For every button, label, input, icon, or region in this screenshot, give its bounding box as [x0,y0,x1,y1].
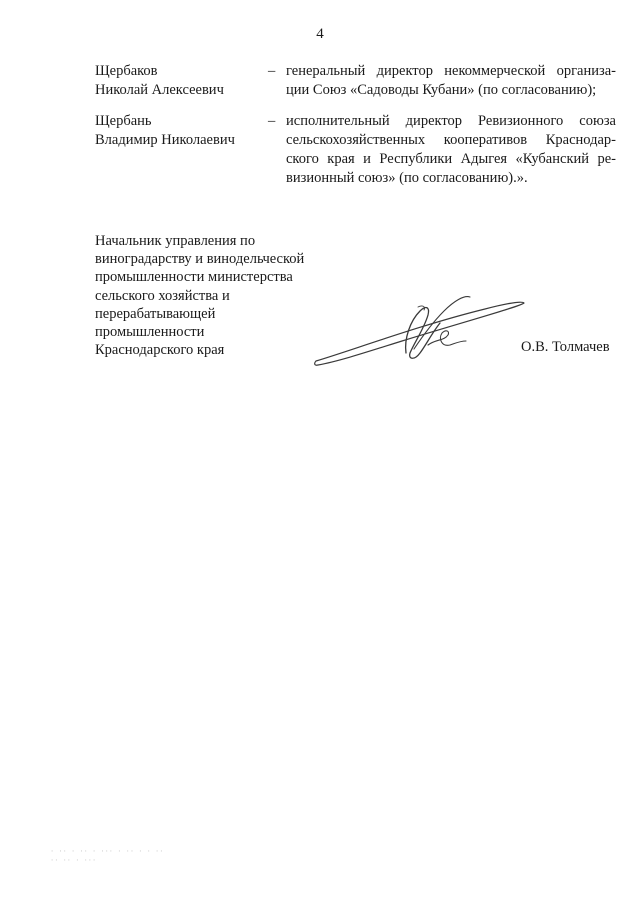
member-role-line: сельскохозяйственных кооперативов Краснодар- [286,132,616,148]
member-surname: Щербаков [95,63,158,79]
member-role-line: визионный союз» (по согласованию).». [286,170,528,186]
member-name [95,62,265,100]
member-given-names: Николай Алексеевич [95,82,224,98]
member-role-line: генеральный директор некоммерческой организа- [286,63,616,79]
faint-footer-stamp: · ·· · ·· · ··· · ·· · · ·· ·· ·· · ··· [50,848,164,865]
member-surname: Щербань [95,113,152,129]
member-role-line: ции Союз «Садоводы Кубани» (по согласованию); [286,82,597,98]
member-role-line: ского края и Республики Адыгея «Кубанский ре- [286,151,616,167]
member-name [95,112,265,150]
member-dash: – [268,113,276,129]
signatory-title [95,232,304,359]
signatory-title-line: промышленности [95,324,205,341]
signatory-title-line: сельского хозяйства и [95,287,230,304]
signatory-title-line: виноградарству и винодельческой [95,251,305,268]
signatory-title-line: Начальник управления по [95,233,256,249]
signatory-name: О.В. Толмачев [521,339,610,355]
page-number: 4 [316,26,324,42]
signatory-title-line: Краснодарского края [95,342,225,359]
member-dash: – [268,63,276,79]
member-given-names: Владимир Николаевич [95,132,235,148]
signatory-title-line: перерабатывающей [95,305,216,322]
handwritten-signature [310,283,535,373]
member-role-line: исполнительный директор Ревизионного союза [286,113,616,129]
member-role [286,112,616,188]
member-role [286,62,616,100]
signatory-title-line: промышленности министерства [95,269,293,286]
